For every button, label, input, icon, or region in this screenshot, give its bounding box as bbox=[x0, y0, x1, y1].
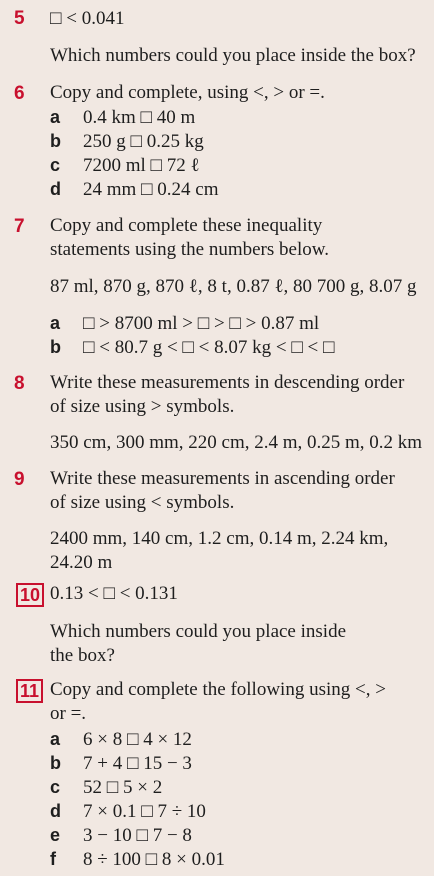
sub-question-f bbox=[50, 847, 225, 872]
question-line: Copy and complete the following using <, > bbox=[50, 679, 386, 700]
question-statement: □ < 0.041 bbox=[50, 8, 125, 29]
sub-question-a bbox=[50, 727, 192, 752]
sub-question-b bbox=[50, 751, 192, 776]
sub-label: b bbox=[50, 131, 61, 151]
question-line: or =. bbox=[50, 703, 87, 724]
question-number-boxed: 11 bbox=[16, 679, 43, 703]
sub-label: d bbox=[50, 801, 61, 821]
sub-question-d bbox=[50, 177, 219, 202]
sub-question-d bbox=[50, 799, 206, 824]
sub-text: 3 − 10 □ 7 − 8 bbox=[83, 825, 192, 846]
question-line: statements using the numbers below. bbox=[50, 239, 329, 260]
sub-label: e bbox=[50, 825, 61, 845]
number-list: 87 ml, 870 g, 870 ℓ, 8 t, 0.87 ℓ, 80 700 g, 8.07 g bbox=[50, 276, 417, 297]
sub-label: b bbox=[50, 753, 61, 773]
question-number: 8 bbox=[14, 373, 25, 394]
question-line: Write these measurements in ascending order bbox=[50, 468, 395, 489]
sub-label: b bbox=[50, 337, 61, 357]
sub-label: c bbox=[50, 155, 61, 175]
question-number: 6 bbox=[14, 83, 25, 104]
sub-question-e bbox=[50, 823, 192, 848]
sub-question-b bbox=[50, 129, 204, 154]
question-number-boxed: 10 bbox=[16, 583, 44, 607]
sub-text: 6 × 8 □ 4 × 12 bbox=[83, 729, 192, 750]
question-number: 7 bbox=[14, 216, 25, 237]
question-prompt: the box? bbox=[50, 645, 115, 666]
measurement-list: 2400 mm, 140 cm, 1.2 cm, 0.14 m, 2.24 km, bbox=[50, 528, 389, 549]
question-prompt: Which numbers could you place inside the box? bbox=[50, 45, 416, 66]
question-line: Write these measurements in descending order bbox=[50, 372, 405, 393]
sub-label: f bbox=[50, 849, 56, 869]
sub-label: a bbox=[50, 313, 61, 333]
sub-text: 7 × 0.1 □ 7 ÷ 10 bbox=[83, 801, 206, 822]
sub-text: 7200 ml □ 72 ℓ bbox=[83, 155, 200, 176]
sub-text: 24 mm □ 0.24 cm bbox=[83, 179, 219, 200]
measurement-list: 350 cm, 300 mm, 220 cm, 2.4 m, 0.25 m, 0.2 km bbox=[50, 432, 423, 453]
sub-text: 0.4 km □ 40 m bbox=[83, 107, 196, 128]
sub-label: a bbox=[50, 107, 61, 127]
sub-label: a bbox=[50, 729, 61, 749]
sub-question-a bbox=[50, 105, 195, 130]
sub-text: □ < 80.7 g < □ < 8.07 kg < □ < □ bbox=[83, 337, 335, 358]
question-statement: 0.13 < □ < 0.131 bbox=[50, 583, 178, 604]
sub-question-b bbox=[50, 335, 334, 360]
question-line: Copy and complete these inequality bbox=[50, 215, 323, 236]
sub-text: 8 ÷ 100 □ 8 × 0.01 bbox=[83, 849, 225, 870]
question-prompt: Which numbers could you place inside bbox=[50, 621, 347, 642]
question-number: 9 bbox=[14, 469, 25, 490]
question-number: 5 bbox=[14, 8, 25, 29]
question-statement: Copy and complete, using <, > or =. bbox=[50, 82, 325, 103]
sub-label: d bbox=[50, 179, 61, 199]
sub-text: □ > 8700 ml > □ > □ > 0.87 ml bbox=[83, 313, 320, 334]
sub-question-c bbox=[50, 775, 162, 800]
sub-text: 7 + 4 □ 15 − 3 bbox=[83, 753, 192, 774]
sub-label: c bbox=[50, 777, 61, 797]
measurement-list: 24.20 m bbox=[50, 552, 113, 573]
sub-question-c bbox=[50, 153, 200, 178]
question-line: of size using < symbols. bbox=[50, 492, 235, 513]
sub-text: 52 □ 5 × 2 bbox=[83, 777, 163, 798]
sub-question-a bbox=[50, 311, 319, 336]
sub-text: 250 g □ 0.25 kg bbox=[83, 131, 204, 152]
question-line: of size using > symbols. bbox=[50, 396, 235, 417]
